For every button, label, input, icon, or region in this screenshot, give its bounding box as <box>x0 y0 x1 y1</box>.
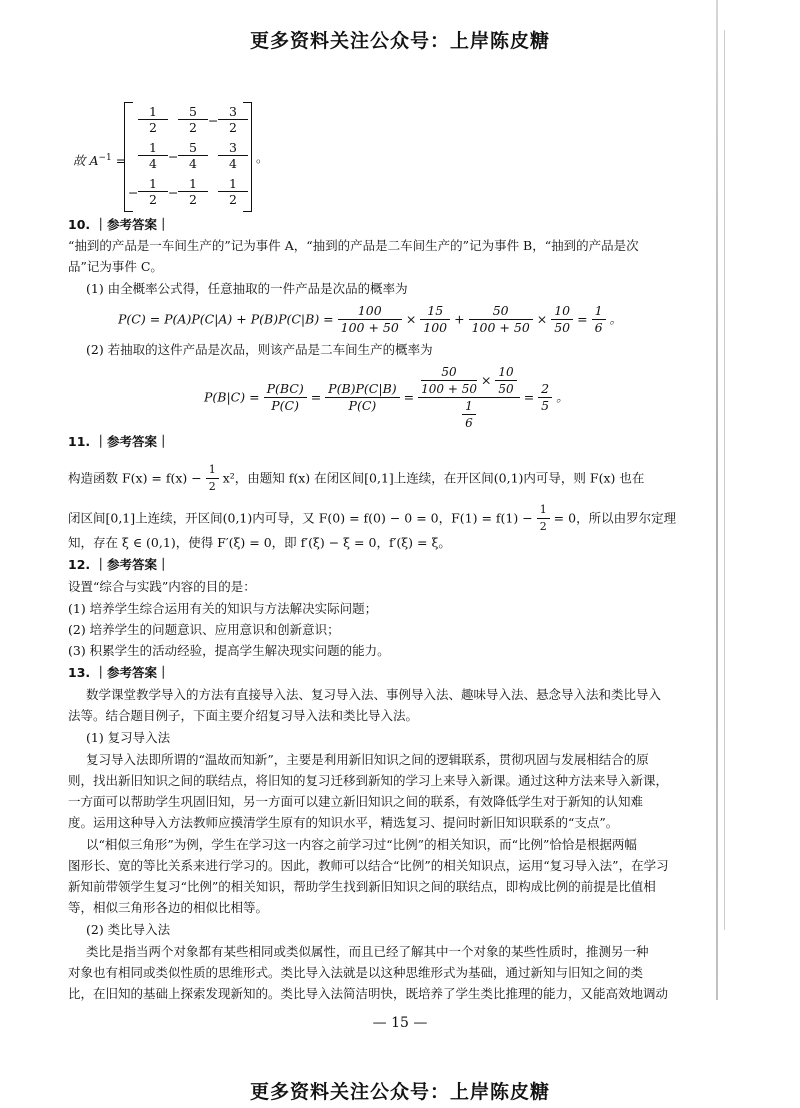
q12-item-1: (1) 培养学生综合运用有关的知识与方法解决实际问题； <box>68 601 378 616</box>
matrix-cell: 1 2 <box>138 104 168 135</box>
q13-p4-line-2: 对象也有相同或类似性质的思维形式。类比导入法就是以这种思维形式为基础，通过新知与旧知之间的类 <box>68 965 644 980</box>
matrix-cell: 3 2 <box>218 104 248 135</box>
q12-item-3: (3) 积累学生的活动经验，提高学生解决现实问题的能力。 <box>68 643 390 658</box>
q10-equation-1: P(C) = P(A)P(C|A) + P(B)P(C|B) = $\frac{100}{100 + 50}$ × $\frac{15}{100}$ + $\frac{50}{100 + 50}$ × $\frac{10}{50}$ = $\frac{1}{6}$ 。 <box>118 303 623 335</box>
q13-heading: 13. ｜参考答案｜ <box>68 665 170 680</box>
q13-section-1-title: (1) 复习导入法 <box>86 730 171 745</box>
q12-heading: 12. ｜参考答案｜ <box>68 557 170 572</box>
matrix-cell: 3 4 <box>218 140 248 171</box>
q13-p3-line-3: 新知前带领学生复习“比例”的相关知识，帮助学生找到新旧知识之间的联结点，即构成比例的前提是比值相 <box>68 879 656 894</box>
q10-intro-2: 品”记为事件 C。 <box>68 259 163 274</box>
matrix-cell: 5 2 <box>178 104 208 135</box>
matrix-prefix: 故 $A^{-1}$ = <box>73 153 127 169</box>
q10-part2: (2) 若抽取的这件产品是次品，则该产品是二车间生产的概率为 <box>86 342 433 357</box>
q10-heading: 10. ｜参考答案｜ <box>68 217 170 232</box>
q13-p2-line-1: 复习导入法即所谓的“温故而知新”，主要是利用新旧知识之间的逻辑联系，贯彻巩固与发展相结合的原 <box>86 752 649 767</box>
matrix-cell: 1 2 <box>218 176 248 207</box>
q13-p1-line-1: 数学课堂教学导入的方法有直接导入法、复习导入法、事例导入法、趣味导入法、悬念导入法和类比导入 <box>86 687 662 702</box>
q13-p2-line-2: 则，找出新旧知识之间的联结点，将旧知的复习迁移到新知的学习上来导入新课。通过这种方法来导入新课， <box>68 773 669 788</box>
matrix-cell-sign: − <box>128 185 139 200</box>
q12-intro: 设置“综合与实践”内容的目的是： <box>68 579 256 594</box>
matrix-cell: 5 4 <box>178 140 208 171</box>
scan-edge-line <box>724 30 725 930</box>
top-banner: 更多资料关注公众号：上岸陈皮糖 <box>249 30 550 52</box>
matrix-cell: 1 2 <box>178 176 208 207</box>
q13-p1-line-2: 法等。结合题目例子，下面主要介绍复习导入法和类比导入法。 <box>68 708 419 723</box>
scan-edge-shadow <box>716 0 718 1000</box>
q13-p3-line-1: 以“相似三角形”为例，学生在学习这一内容之前学习过“比例”的相关知识，而“比例”恰恰是根据两幅 <box>86 837 637 852</box>
bottom-banner: 更多资料关注公众号：上岸陈皮糖 <box>249 1081 550 1103</box>
q11-line-2: 闭区间[0,1]上连续，开区间(0,1)内可导，又 F(0) = f(0) − 0 = 0，F(1) = f(1) − $\frac{1}{2}$ = 0，所以由罗尔定理 <box>68 503 677 533</box>
matrix-cell: 1 2 <box>138 176 168 207</box>
matrix-cell-sign: − <box>168 149 179 164</box>
q13-p4-line-1: 类比是指当两个对象都有某些相同或类似属性，而且已经了解其中一个对象的某些性质时，推测另一种 <box>86 944 649 959</box>
matrix-cell-sign: − <box>208 113 219 128</box>
q13-p4-line-3: 比，在旧知的基础上探索发现新知的。类比导入法简洁明快，既培养了学生类比推理的能力，又能高效地调动 <box>68 986 669 1001</box>
q12-item-2: (2) 培养学生的问题意识、应用意识和创新意识； <box>68 622 340 637</box>
q13-p2-line-4: 度。运用这种导入方法教师应摸清学生原有的知识水平，精选复习、提问时新旧知识联系的“支点”。 <box>68 815 619 830</box>
matrix-cell: 1 4 <box>138 140 168 171</box>
page-number: — 15 — <box>372 1015 428 1031</box>
q13-p3-line-4: 等，相似三角形各边的相似比相等。 <box>68 900 269 915</box>
q13-p2-line-3: 一方面可以帮助学生巩固旧知，另一方面可以建立新旧知识之间的联系，有效降低学生对于新知的认知难 <box>68 794 644 809</box>
q13-section-2-title: (2) 类比导入法 <box>86 922 171 937</box>
matrix-suffix: 。 <box>256 150 269 165</box>
q11-heading: 11. ｜参考答案｜ <box>68 434 170 449</box>
q10-part1: (1) 由全概率公式得，任意抽取的一件产品是次品的概率为 <box>86 281 408 296</box>
q10-equation-2: P(B|C) = $\frac{P(BC)}{P(C)}$ = $\frac{P(B)P(C|B)}{P(C)}$ = $\frac{50}{100 + 50}$ × $\frac{10}{50}$ $\frac{1}{6}$ = $\frac{2}{5}$ 。 <box>204 365 569 430</box>
matrix-cell-sign: − <box>168 185 179 200</box>
q11-line-1: 构造函数 F(x) = f(x) − $\frac{1}{2}$ x²，由题知 f(x) 在闭区间[0,1]上连续，在开区间(0,1)内可导，则 F(x) 也在 <box>68 463 645 493</box>
q10-intro-1: “抽到的产品是一车间生产的”记为事件 A，“抽到的产品是二车间生产的”记为事件 B，“抽到的产品是次 <box>68 238 639 253</box>
q11-line-3: 知，存在 ξ ∈ (0,1)，使得 F′(ξ) = 0，即 f′(ξ) − ξ = 0，f′(ξ) = ξ。 <box>68 535 451 550</box>
q13-p3-line-2: 图形长、宽的等比关系来进行学习的。因此，教师可以结合“比例”的相关知识点，运用“复习导入法”，在学习 <box>68 858 669 873</box>
